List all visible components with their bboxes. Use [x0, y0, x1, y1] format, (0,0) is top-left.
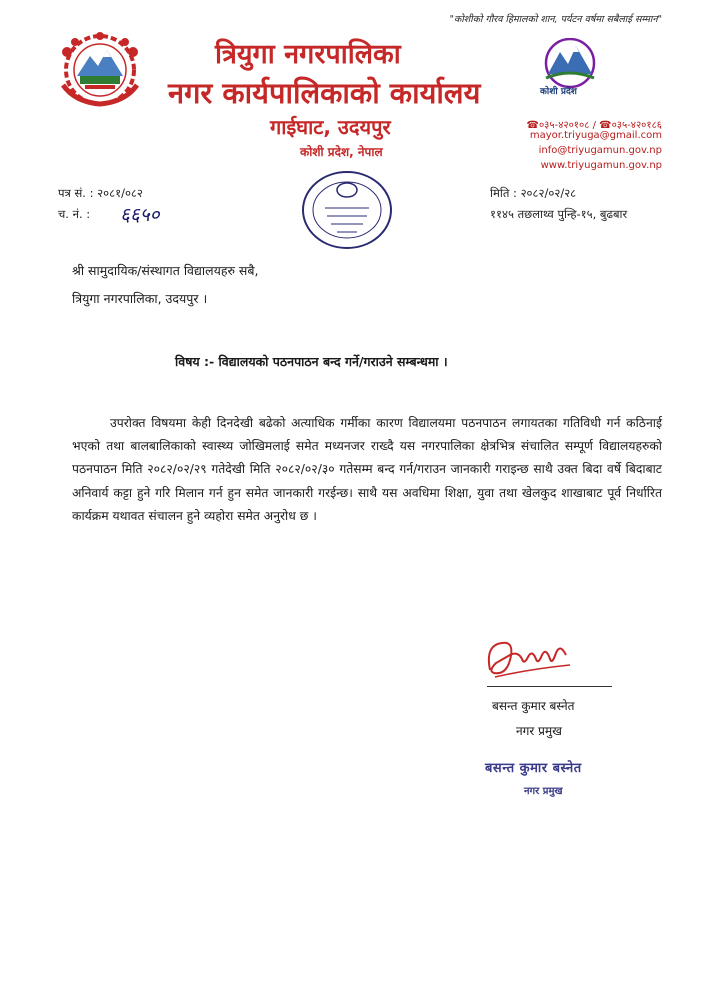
- signatory-title: नगर प्रमुख: [516, 724, 562, 738]
- letter-number: पत्र सं. : २०८१/०८२: [58, 186, 143, 200]
- letter-body: [72, 412, 662, 528]
- body-paragraph: उपरोक्त विषयमा केही दिनदेखी बढेको अत्याधिक गर्मीका कारण विद्यालयमा पठनपाठन लगायतका गतिविधी गर्न कठिनाई भएको तथा बालबालिकाको स्वास्थ्य जोखिमलाई समेत मध्यनजर राख्दै यस नगरपालिका क्षेत्रभित्र संचालित सम्पूर्ण विद्यालयहरुको पठनपाठन मिति २०८२/०२/२९ गतेदेखी मिति २०८२/०२/३० गतेसम्म बन्द गर्न/गराउन जानकारी गराइन्छ साथै उक्त बिदा वर्षे बिदाबाट अनिवार्य कट्टा हुने गरि मिलान गर्न हुन समेत जानकारी गरईन्छ। साथै यस अवधिमा शिक्षा, युवा तथा खेलकुद शाखाबाट पूर्व निर्धारित कार्यक्रम यथावत संचालन हुने व्यहोरा समेत अनुरोध छ ।: [72, 416, 662, 523]
- dispatch-number-label: च. नं. :: [58, 207, 91, 221]
- info-email[interactable]: info@triyugamun.gov.np: [538, 145, 662, 156]
- name-stamp: बसन्त कुमार बस्नेत: [485, 761, 582, 776]
- office-stamp-icon: [297, 168, 397, 258]
- office-name: नगर कार्यपालिकाको कार्यालय: [168, 76, 481, 110]
- recipient-line-2: त्रियुगा नगरपालिका, उदयपुर ।: [72, 291, 208, 306]
- koshi-pradesh-label: कोशी प्रदेश: [540, 87, 577, 97]
- website-link[interactable]: www.triyugamun.gov.np: [540, 160, 662, 171]
- motto-text: "कोशीको गौरव हिमालको शान, पर्यटन वर्षमा सबैलाई सम्मान": [449, 14, 662, 25]
- mayor-email[interactable]: mayor.triyuga@gmail.com: [529, 130, 662, 141]
- municipality-name: त्रियुगा नगरपालिका: [215, 39, 401, 70]
- koshi-pradesh-logo-icon: [530, 38, 610, 108]
- date-nepal-sambat: ११४५ तछलाथ्व पुन्हि-१५, बुढबार: [490, 207, 628, 221]
- recipient-line-1: श्री सामुदायिक/संस्थागत विद्यालयहरु सबै,: [72, 263, 259, 278]
- title-stamp: नगर प्रमुख: [524, 786, 563, 797]
- province-country: कोशी प्रदेश, नेपाल: [300, 145, 383, 159]
- signatory-name: बसन्त कुमार बस्नेत: [492, 699, 575, 713]
- handwritten-signature-icon: [480, 625, 580, 685]
- signature-line: [487, 686, 612, 687]
- dispatch-number-handwritten: ६६५०: [120, 204, 160, 226]
- subject-line: विषय :- विद्यालयको पठनपाठन बन्द गर्ने/गराउने सम्बन्धमा ।: [175, 354, 448, 369]
- nepal-emblem-icon: [55, 30, 145, 110]
- office-location: गाईघाट, उदयपुर: [270, 115, 391, 139]
- phone-numbers: ☎०३५-४२०१०८ / ☎०३५-४२०१८६: [526, 120, 662, 131]
- date-bs: मिति : २०८२/०२/२८: [490, 186, 577, 200]
